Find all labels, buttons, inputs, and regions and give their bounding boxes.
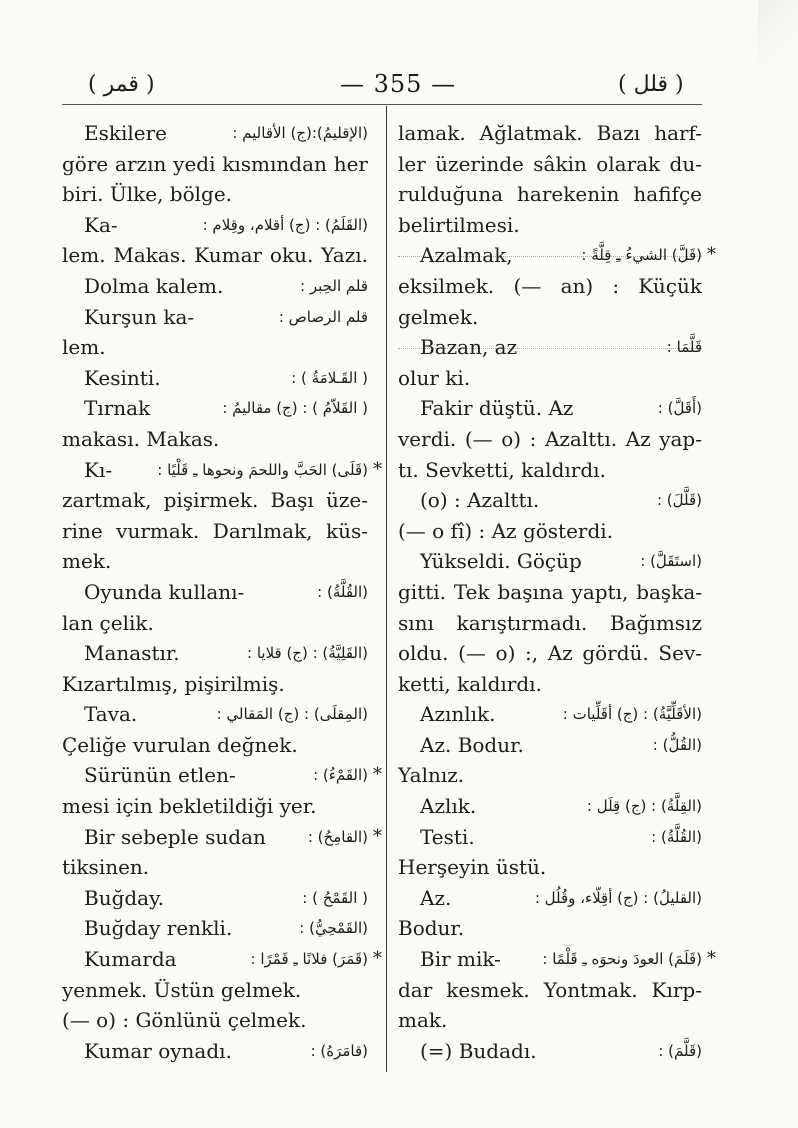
- dictionary-line: [62, 455, 382, 486]
- dictionary-line: [398, 608, 702, 639]
- dictionary-line: [62, 424, 368, 455]
- entry-star-marker: *: [707, 948, 716, 970]
- turkish-text: Yükseldi. Göçüp: [420, 549, 582, 574]
- arabic-headword: (القِلَّةُ) : (ج) قِلَل :: [586, 797, 702, 816]
- turkish-text: yenmek. Üstün gelmek.: [62, 977, 302, 1002]
- dictionary-line: [62, 975, 368, 1006]
- dictionary-line: [62, 485, 368, 516]
- turkish-text: (o) : Azalttı.: [420, 488, 540, 513]
- dictionary-line: [62, 699, 368, 730]
- dictionary-line: [398, 1005, 702, 1036]
- arabic-headword: (قَلَّلَ) :: [656, 491, 702, 510]
- turkish-text: gelmek.: [398, 304, 479, 329]
- page-corner-shade: [758, 0, 798, 70]
- turkish-text: tı. Sevketti, kaldırdı.: [398, 457, 606, 482]
- turkish-text: Yalnız.: [398, 763, 465, 788]
- arabic-headword: (أَقَلَّ) :: [657, 399, 702, 418]
- entry-star-marker: *: [373, 458, 382, 480]
- dictionary-line: [62, 1036, 368, 1067]
- arabic-headword: (القليلُ) : (ج) أقِلّاء، وقُلُل :: [534, 888, 702, 907]
- dictionary-line: [398, 822, 702, 853]
- turkish-text: oldu. (— o) :, Az gördü. Sev-: [398, 641, 702, 666]
- turkish-text: ketti, kaldırdı.: [398, 671, 542, 696]
- dictionary-line: [62, 760, 382, 791]
- dictionary-line: [62, 791, 368, 822]
- dictionary-line: [62, 669, 368, 700]
- dictionary-line: [398, 455, 702, 486]
- dictionary-line: [398, 699, 702, 730]
- arabic-headword: قلم الحِبر :: [300, 276, 368, 295]
- header-right-keyword: ( قلل ): [618, 72, 684, 97]
- dictionary-line: [398, 791, 702, 822]
- dictionary-line: [398, 302, 702, 333]
- turkish-text: mek.: [62, 549, 112, 574]
- arabic-headword: (القُلَّةُ) :: [317, 582, 368, 601]
- dictionary-line: [398, 913, 702, 944]
- turkish-text: rine vurmak. Darılmak, küs-: [62, 518, 368, 543]
- dictionary-line: [62, 913, 368, 944]
- arabic-headword: (القامِحُ) :: [307, 827, 368, 846]
- entry-star-marker: *: [707, 244, 716, 266]
- dictionary-line: [398, 332, 702, 363]
- turkish-text: Azınlık.: [420, 702, 496, 727]
- turkish-text: verdi. (— o) : Azalttı. Az yap-: [398, 426, 702, 451]
- dictionary-line: [398, 852, 702, 883]
- dictionary-line: [62, 638, 368, 669]
- arabic-headword: (قامَرَهُ) :: [310, 1041, 368, 1060]
- turkish-text: dar kesmek. Yontmak. Kırp-: [398, 977, 702, 1002]
- arabic-headword: (القَلِيَّةُ) : (ج) قلايا :: [247, 644, 368, 663]
- dictionary-line: [398, 944, 716, 975]
- header-left-keyword: ( قمر ): [88, 72, 155, 97]
- turkish-text: biri. Ülke, bölge.: [62, 182, 233, 207]
- left-column: [62, 118, 382, 1066]
- turkish-text: Manastır.: [84, 641, 180, 666]
- dictionary-line: [398, 210, 702, 241]
- dictionary-line: [398, 975, 702, 1006]
- turkish-text: sını karıştırmadı. Bağımsız: [398, 610, 702, 635]
- dictionary-line: [398, 638, 702, 669]
- turkish-text: Kızartılmış, pişirilmiş.: [62, 671, 285, 696]
- dictionary-line: [62, 332, 368, 363]
- dictionary-line: [62, 852, 368, 883]
- dictionary-line: [62, 240, 368, 271]
- column-divider: [386, 106, 387, 1072]
- dictionary-line: [62, 210, 368, 241]
- turkish-text: lan çelik.: [62, 610, 154, 635]
- turkish-text: Bodur.: [398, 916, 465, 941]
- turkish-text: Kesinti.: [84, 365, 161, 390]
- dictionary-line: [398, 149, 702, 180]
- entry-star-marker: *: [373, 825, 382, 847]
- arabic-headword: (القَلَمُ) : (ج) أقلام، وقِلام :: [202, 215, 368, 234]
- page-header: [0, 66, 798, 106]
- turkish-text: Dolma kalem.: [84, 273, 224, 298]
- turkish-text: lem. Makas. Kumar oku. Yazı.: [62, 243, 368, 268]
- dictionary-line: [62, 302, 368, 333]
- dictionary-line: [398, 730, 702, 761]
- turkish-text: Çeliğe vurulan değnek.: [62, 732, 298, 757]
- arabic-headword: (القَمْءُ) :: [313, 766, 368, 785]
- turkish-text: Eskilere: [84, 121, 168, 145]
- turkish-text: Kurşun ka-: [84, 304, 195, 329]
- turkish-text: lamak. Ağlatmak. Bazı harf-: [398, 121, 702, 145]
- turkish-text: Testi.: [420, 824, 475, 849]
- arabic-headword: (الإقليمُ):(ج) الأقاليم :: [232, 124, 368, 142]
- arabic-headword: قلم الرصاص :: [278, 307, 368, 326]
- arabic-headword: ( القَـلامَةُ ) :: [291, 368, 368, 387]
- arabic-headword: (قَلَّ) الشيءُ ـِ قِلَّةً :: [581, 246, 702, 265]
- turkish-text: Sürünün etlen-: [84, 763, 236, 788]
- dictionary-line: [398, 1036, 702, 1067]
- arabic-headword: (القُلُّ) :: [652, 735, 702, 754]
- dictionary-line: [398, 118, 702, 149]
- dictionary-line: [62, 179, 368, 210]
- turkish-text: (— o) : Gönlünü çelmek.: [62, 1008, 307, 1033]
- turkish-text: Bir sebeple sudan: [84, 824, 266, 849]
- dictionary-line: [398, 577, 702, 608]
- turkish-text: olur ki.: [398, 365, 471, 390]
- dictionary-line: [398, 485, 702, 516]
- dictionary-line: [398, 424, 702, 455]
- turkish-text: Fakir düştü. Az: [420, 396, 574, 421]
- turkish-text: Tava.: [84, 702, 138, 727]
- arabic-headword: (القُلَّةُ) :: [651, 827, 702, 846]
- dictionary-line: [62, 883, 368, 914]
- turkish-text: Azalmak,: [420, 243, 513, 268]
- turkish-text: mesi için bekletildiği yer.: [62, 794, 317, 819]
- arabic-headword: (قَمَرَ) فلانًا ـِ قَمْرًا :: [250, 950, 368, 969]
- turkish-text: (— o fî) : Az gösterdi.: [398, 518, 614, 543]
- dictionary-line: [62, 516, 368, 547]
- dictionary-line: [398, 760, 702, 791]
- arabic-headword: (قَلَى) الحَبَّ واللحمَ ونحوها ـِ قَلْيًا :: [157, 460, 368, 479]
- arabic-headword: قَلَّمَا :: [666, 338, 702, 357]
- turkish-text: Kumar oynadı.: [84, 1038, 232, 1063]
- turkish-text: belirtilmesi.: [398, 212, 520, 237]
- dictionary-line: [62, 730, 368, 761]
- turkish-text: (=) Budadı.: [420, 1038, 537, 1063]
- dictionary-line: [398, 363, 702, 394]
- arabic-headword: (استَقَلَّ) :: [640, 552, 702, 571]
- arabic-headword: (الأقَلِّيَّةُ) : (ج) أقَلِّيات :: [562, 705, 702, 724]
- turkish-text: ler üzerinde sâkin olarak du-: [398, 151, 702, 176]
- turkish-text: tiksinen.: [62, 855, 150, 880]
- dictionary-line: [62, 271, 368, 302]
- dictionary-line: [398, 271, 702, 302]
- turkish-text: makası. Makas.: [62, 426, 220, 451]
- turkish-text: Bazan, az: [420, 335, 518, 360]
- arabic-headword: ( القَمْحُ ) :: [302, 888, 368, 907]
- turkish-text: rulduğuna harekenin hafifçe: [398, 182, 702, 207]
- turkish-text: Buğday renkli.: [84, 916, 233, 941]
- dictionary-line: [398, 393, 702, 424]
- arabic-headword: (قَلَّمَ) :: [658, 1041, 702, 1060]
- dictionary-line: [62, 577, 368, 608]
- entry-star-marker: *: [373, 948, 382, 970]
- turkish-text: Azlık.: [420, 794, 477, 819]
- turkish-text: Buğday.: [84, 885, 165, 910]
- turkish-text: Ka-: [84, 212, 118, 237]
- dictionary-line: [62, 944, 382, 975]
- turkish-text: Kumarda: [84, 947, 177, 972]
- dictionary-line: [398, 546, 702, 577]
- turkish-text: eksilmek. (— an) : Küçük: [398, 273, 702, 298]
- turkish-text: lem.: [62, 335, 106, 360]
- right-column: [398, 118, 716, 1066]
- turkish-text: Herşeyin üstü.: [398, 855, 547, 880]
- dictionary-line: [62, 822, 382, 853]
- arabic-headword: (قَلَمَ) العودَ ونحوَه ـِ قَلْمًا :: [542, 950, 702, 969]
- arabic-headword: (المِقلَى) : (ج) المَقالي :: [216, 705, 368, 724]
- entry-star-marker: *: [373, 764, 382, 786]
- turkish-text: mak.: [398, 1008, 448, 1033]
- turkish-text: Oyunda kullanı-: [84, 579, 245, 604]
- dictionary-line: [62, 393, 368, 424]
- header-rule: [62, 104, 702, 105]
- dictionary-line: [398, 179, 702, 210]
- turkish-text: gitti. Tek başına yaptı, başka-: [398, 579, 702, 604]
- turkish-text: Az.: [420, 885, 452, 910]
- turkish-text: Bir mik-: [420, 947, 501, 972]
- dictionary-line: [398, 240, 716, 271]
- turkish-text: Tırnak: [84, 396, 151, 421]
- dictionary-line: [62, 363, 368, 394]
- dictionary-line: [62, 149, 368, 180]
- turkish-text: zartmak, pişirmek. Başı üze-: [62, 488, 368, 513]
- turkish-text: Az. Bodur.: [420, 732, 524, 757]
- arabic-headword: ( القَلاّمُ ) : (ج) مقاليمُ :: [222, 399, 368, 418]
- turkish-text: göre arzın yedi kısmından her: [62, 151, 368, 176]
- dictionary-line: [62, 608, 368, 639]
- dictionary-line: [398, 669, 702, 700]
- page-number: — 355 —: [340, 70, 457, 98]
- turkish-text: Kı-: [84, 457, 113, 482]
- dictionary-line: [62, 546, 368, 577]
- dictionary-line: [62, 1005, 368, 1036]
- dictionary-line: [62, 118, 368, 149]
- arabic-headword: (القَمْحِيُّ) :: [299, 919, 368, 938]
- dictionary-line: [398, 883, 702, 914]
- dictionary-line: [398, 516, 702, 547]
